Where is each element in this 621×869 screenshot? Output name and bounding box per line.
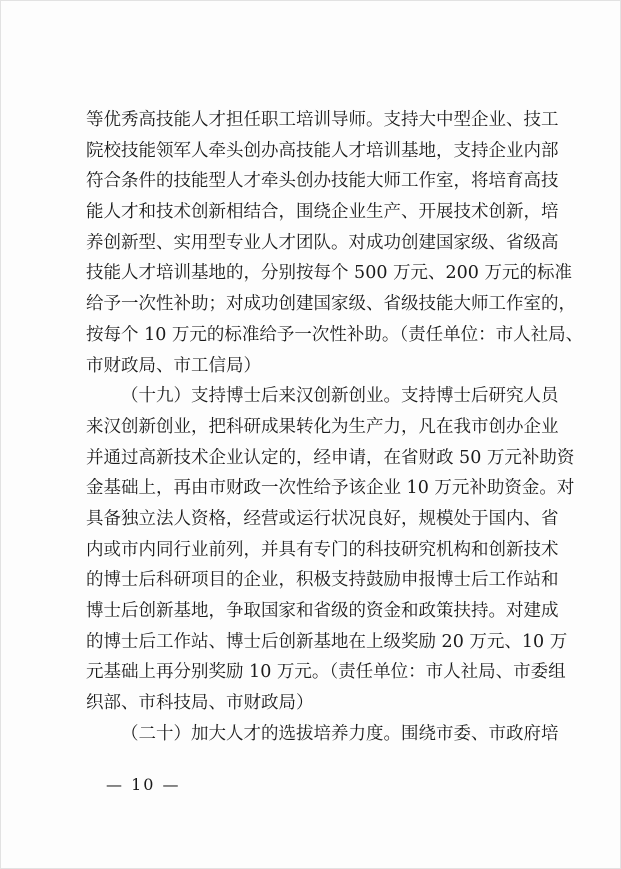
section-heading-line: （二十）加大人才的选拔培养力度。围绕市委、市政府培	[121, 723, 559, 744]
text-line: 元基础上再分别奖励 10 万元。（责任单位：市人社局、市委组	[86, 662, 566, 683]
text-line: 的博士后工作站、博士后创新基地在上级奖励 20 万元、10 万	[86, 631, 568, 652]
text-line: 给予一次性补助；对成功创建国家级、省级技能大师工作室的，	[86, 294, 576, 315]
text-line: 的博士后科研项目的企业，积极支持鼓励申报博士后工作站和	[86, 570, 559, 591]
text-line: 具备独立法人资格，经营或运行状况良好，规模处于国内、省	[86, 508, 559, 529]
document-body	[86, 105, 584, 749]
section-heading-line: （十九）支持博士后来汉创新创业。支持博士后研究人员	[121, 386, 559, 407]
page-number: — 10 —	[106, 775, 181, 794]
text-line: 按每个 10 万元的标准给予一次性补助。（责任单位：市人社局、	[86, 324, 584, 345]
text-line: 符合条件的技能型人才牵头创办技能大师工作室，将培育高技	[86, 171, 559, 192]
text-line: 并通过高新技术企业认定的，经申请，在省财政 50 万元补助资	[86, 447, 575, 468]
text-line: 市财政局、市工信局）	[86, 355, 261, 376]
text-line: 内或市内同行业前列，并具有专门的科技研究机构和创新技术	[86, 539, 559, 560]
text-line: 技能人才培训基地的，分别按每个 500 万元、200 万元的标准	[86, 263, 572, 284]
text-line: 博士后创新基地，争取国家和省级的资金和政策扶持。对建成	[86, 601, 559, 621]
text-line: 能人才和技术创新相结合，围绕企业生产、开展技术创新，培	[86, 202, 559, 223]
text-line: 金基础上，再由市财政一次性给予该企业 10 万元补助资金。对	[86, 478, 575, 499]
text-line: 等优秀高技能人才担任职工培训导师。支持大中型企业、技工	[86, 110, 559, 130]
text-line: 院校技能领军人牵头创办高技能人才培训基地，支持企业内部	[86, 140, 559, 161]
text-line: 织部、市科技局、市财政局）	[86, 693, 314, 714]
text-line: 养创新型、实用型专业人才团队。对成功创建国家级、省级高	[86, 232, 559, 253]
text-line: 来汉创新创业，把科研成果转化为生产力，凡在我市创办企业	[86, 416, 559, 437]
